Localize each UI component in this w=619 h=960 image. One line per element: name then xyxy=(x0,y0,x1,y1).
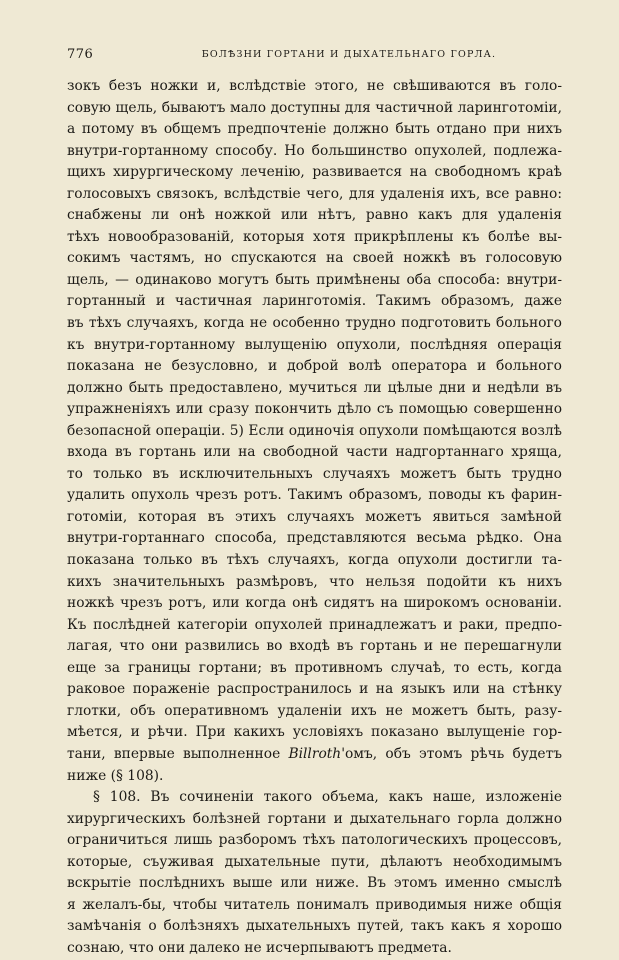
text-line: то только въ исключительныхъ случаяхъ можетъ быть трудно xyxy=(67,465,562,482)
text-line: раковое пораженіе распространилось и на языкъ или на стѣнку xyxy=(67,681,562,698)
text-line: Къ послѣдней категоріи опухолей принадлежатъ и раки, предпо- xyxy=(67,616,562,633)
text-line-segment: тани, впервые выполненное xyxy=(67,745,289,762)
text-line: замѣчанія о болѣзняхъ дыхательныхъ путей, такъ какъ я хорошо xyxy=(67,918,562,935)
text-line: безопасной операціи. 5) Если одиночія опухоли помѣщаются возлѣ xyxy=(67,422,562,439)
text-line: снабжены ли онѣ ножкой или нѣтъ, равно какъ для удаленія xyxy=(67,207,562,224)
text-line: хирургическихъ болѣзней гортани и дыхательнаго горла должно xyxy=(67,810,562,827)
text-line: § 108. Въ сочиненіи такого объема, какъ наше, изложеніе xyxy=(93,789,562,806)
text-line: удалить опухоль чрезъ ротъ. Такимъ образомъ, поводы къ фарин- xyxy=(67,487,562,504)
text-line: показана только въ тѣхъ случаяхъ, когда опухоли достигли та- xyxy=(67,552,562,569)
text-line: готоміи, которая въ этихъ случаяхъ можетъ явиться замѣной xyxy=(67,508,562,525)
text-line: я желалъ-бы, чтобы читатель понималъ приводимыя ниже общія xyxy=(67,896,562,913)
text-line: показана не безусловно, и доброй волѣ оператора и больного xyxy=(67,358,562,375)
text-line: щель, — одинаково могутъ быть примѣнены оба способа: внутри- xyxy=(67,271,562,288)
text-line: сознаю, что они далеко не исчерпываютъ предмета. xyxy=(67,939,452,956)
paragraph xyxy=(67,787,562,938)
text-line: ограничиться лишь разборомъ тѣхъ патологическихъ процессовъ, xyxy=(67,832,562,849)
text-line: упражненіяхъ или сразу покончить дѣло съ помощью совершенно xyxy=(67,401,562,418)
paragraph xyxy=(67,76,562,744)
text-line: лагая, что они развились во входѣ въ гортань и не перешагнули xyxy=(67,638,562,655)
page-header xyxy=(67,47,557,65)
text-line: внутри-гортаннаго способа, представляются весьма рѣдко. Она xyxy=(67,530,562,547)
text-line: сокимъ частямъ, но спускаются на своей ножкѣ въ голосовую xyxy=(67,250,562,267)
text-line: ножкѣ чрезъ ротъ, или когда онѣ сидятъ на широкомъ основаніи. xyxy=(67,595,562,612)
text-line: а потому въ общемъ предпочтеніе должно быть отдано при нихъ xyxy=(67,121,562,138)
text-line: кихъ значительныхъ размѣровъ, что нельзя подойти къ нихъ xyxy=(67,573,562,590)
text-line: голосовыхъ связокъ, вслѣдствіе чего, для удаленія ихъ, все равно: xyxy=(67,185,562,202)
text-line: щихъ хирургическому леченію, развивается на свободномъ краѣ xyxy=(67,164,562,181)
text-line: ниже (§ 108). xyxy=(67,767,164,784)
text-line: вскрытіе послѣднихъ выше или ниже. Въ этомъ именно смыслѣ xyxy=(67,875,562,892)
text-line: въ тѣхъ случаяхъ, когда не особенно трудно подготовить больного xyxy=(67,315,562,332)
text-line: внутри-гортанному способу. Но большинство опухолей, подлежа- xyxy=(67,142,562,159)
text-line: зокъ безъ ножки и, вслѣдствіе этого, не свѣшиваются въ голо- xyxy=(67,78,562,94)
text-line: еще за границы гортани; въ противномъ случаѣ, то есть, когда xyxy=(67,659,562,676)
page-number: 776 xyxy=(67,47,94,62)
text-line: глотки, объ оперативномъ удаленіи ихъ не можетъ быть, разу- xyxy=(67,702,562,719)
text-line: гортанный и частичная ларинготомія. Такимъ образомъ, даже xyxy=(67,293,562,310)
text-line: должно быть предоставлено, мучиться ли цѣлые дни и недѣли въ xyxy=(67,379,562,396)
text-line: къ внутри-гортанному вылущенію опухоли, послѣдняя операція xyxy=(67,336,562,353)
text-line xyxy=(67,744,562,766)
running-title: БОЛѢЗНИ ГОРТАНИ И ДЫХАТЕЛЬНАГО ГОРЛА. xyxy=(201,49,497,60)
body-text xyxy=(67,76,562,959)
text-line-segment: 'омъ, объ этомъ рѣчь будетъ xyxy=(341,745,562,762)
text-line: совую щель, бываютъ мало доступны для частичной ларинготоміи, xyxy=(67,99,562,116)
text-line: которые, съуживая дыхательные пути, дѣлаютъ необходимымъ xyxy=(67,853,562,870)
text-line: тѣхъ новообразованій, которыя хотя прикрѣплены къ болѣе вы- xyxy=(67,228,562,245)
author-name: Billroth xyxy=(288,745,342,762)
text-line: мѣется, и рѣчи. При какихъ условіяхъ показано вылущеніе гор- xyxy=(67,724,562,741)
text-line: входа въ гортань или на свободной части надгортаннаго хряща, xyxy=(67,444,562,461)
